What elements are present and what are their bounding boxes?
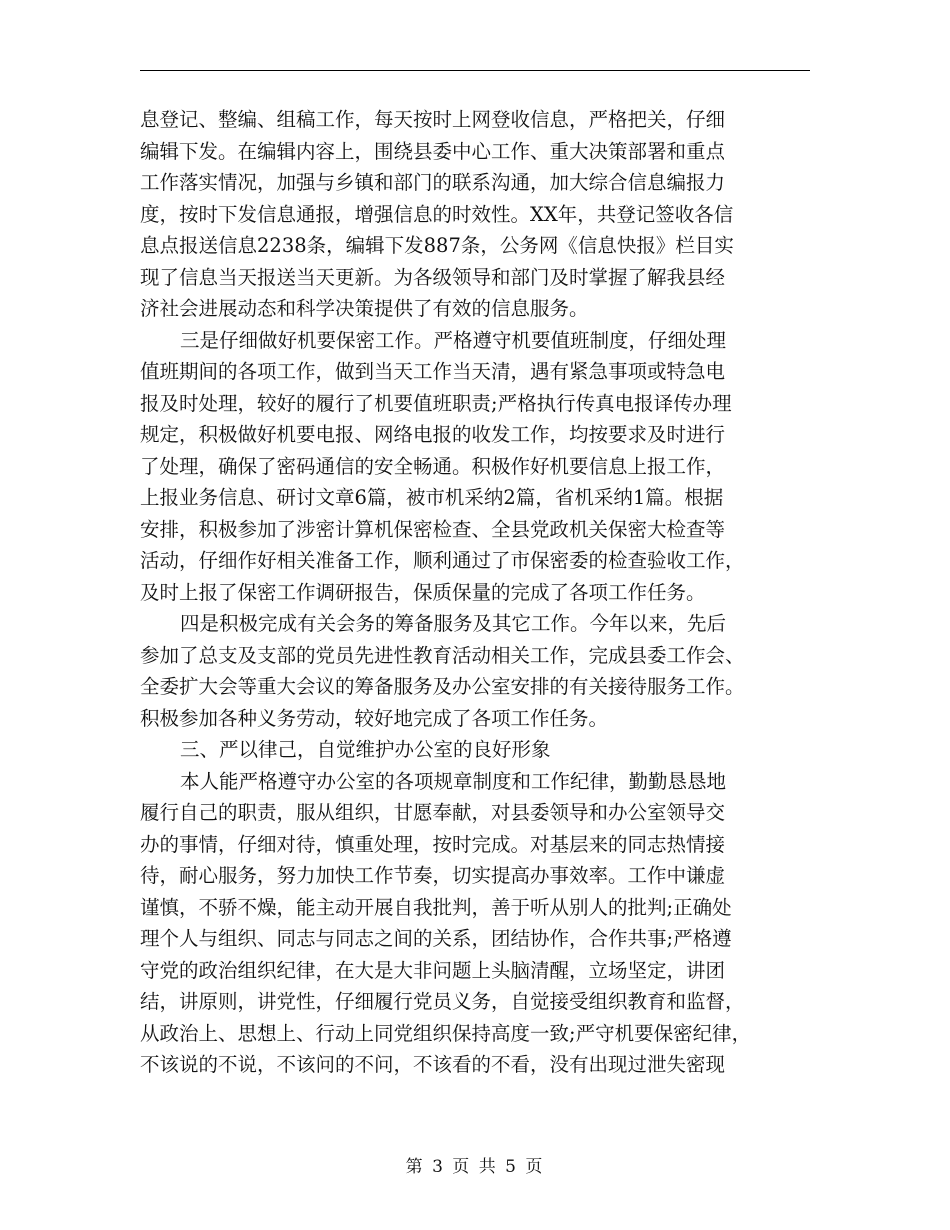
text-line: 履行自己的职责，服从组织，甘愿奉献，对县委领导和办公室领导交 (140, 801, 726, 824)
text-line: 待，耐心服务，努力加快工作节奏，切实提高办事效率。工作中谦虚 (140, 864, 726, 887)
text-line: 息登记、整编、组稿工作，每天按时上网登收信息，严格把关，仔细 (140, 108, 726, 131)
text-line: 从政治上、思想上、行动上同党组织保持高度一致;严守机要保密纪律， (140, 1021, 752, 1045)
text-line: 理个人与组织、同志与同志之间的关系，团结协作，合作共事;严格遵 (140, 927, 732, 950)
text-line: 不该说的不说，不该问的不问，不该看的不看，没有出现过泄失密现 (140, 1053, 726, 1076)
text-line: 上报业务信息、研讨文章6篇，被市机采纳2篇，省机采纳1篇。根据 (140, 486, 724, 509)
text-line: 参加了总支及支部的党员先进性教育活动相关工作，完成县委工作会、 (140, 643, 745, 667)
text-line: 编辑下发。在编辑内容上，围绕县委中心工作、重大决策部署和重点 (140, 139, 726, 163)
text-line: 息点报送信息2238条，编辑下发887条，公务网《信息快报》栏目实 (140, 234, 734, 257)
text-line: 谨慎，不骄不燥，能主动开展自我批判，善于听从别人的批判;正确处 (140, 895, 732, 919)
text-line: 三、严以律己，自觉维护办公室的良好形象 (180, 738, 551, 761)
text-line: 工作落实情况，加强与乡镇和部门的联系沟通，加大综合信息编报力 (140, 171, 726, 194)
text-line: 济社会进展动态和科学决策提供了有效的信息服务。 (140, 297, 589, 320)
page-footer: 第 3 页 共 5 页 (405, 1157, 545, 1177)
text-line: 规定，积极做好机要电报、网络电报的收发工作，均按要求及时进行 (140, 423, 726, 446)
text-line: 三是仔细做好机要保密工作。严格遵守机要值班制度，仔细处理 (180, 328, 727, 352)
text-line: 及时上报了保密工作调研报告，保质保量的完成了各项工作任务。 (140, 580, 706, 604)
text-line: 安排，积极参加了涉密计算机保密检查、全县党政机关保密大检查等 (140, 517, 726, 541)
text-line: 值班期间的各项工作，做到当天工作当天清，遇有紧急事项或特急电 (140, 360, 726, 383)
text-line: 积极参加各种义务劳动，较好地完成了各项工作任务。 (140, 706, 609, 730)
text-line: 全委扩大会等重大会议的筹备服务及办公室安排的有关接待服务工作。 (140, 675, 745, 698)
text-line: 度，按时下发信息通报，增强信息的时效性。XX年，共登记签收各信 (140, 202, 734, 226)
body-text (140, 104, 816, 1081)
text-line: 报及时处理，较好的履行了机要值班职责;严格执行传真电报译传办理 (140, 391, 732, 415)
text-line: 本人能严格遵守办公室的各项规章制度和工作纪律，勤勤恳恳地 (180, 769, 727, 793)
header-rule (140, 70, 810, 71)
text-line: 办的事情，仔细对待，慎重处理，按时完成。对基层来的同志热情接 (140, 832, 726, 856)
text-line: 结，讲原则，讲党性，仔细履行党员义务，自觉接受组织教育和监督， (140, 990, 745, 1013)
text-line: 了处理，确保了密码通信的安全畅通。积极作好机要信息上报工作， (140, 454, 726, 478)
text-line: 活动，仔细作好相关准备工作，顺利通过了市保密委的检查验收工作， (140, 549, 745, 572)
text-line: 四是积极完成有关会务的筹备服务及其它工作。今年以来，先后 (180, 612, 727, 635)
text-line: 守党的政治组织纪律，在大是大非问题上头脑清醒，立场坚定，讲团 (140, 958, 726, 982)
text-line: 现了信息当天报送当天更新。为各级领导和部门及时掌握了解我县经 (140, 265, 726, 289)
